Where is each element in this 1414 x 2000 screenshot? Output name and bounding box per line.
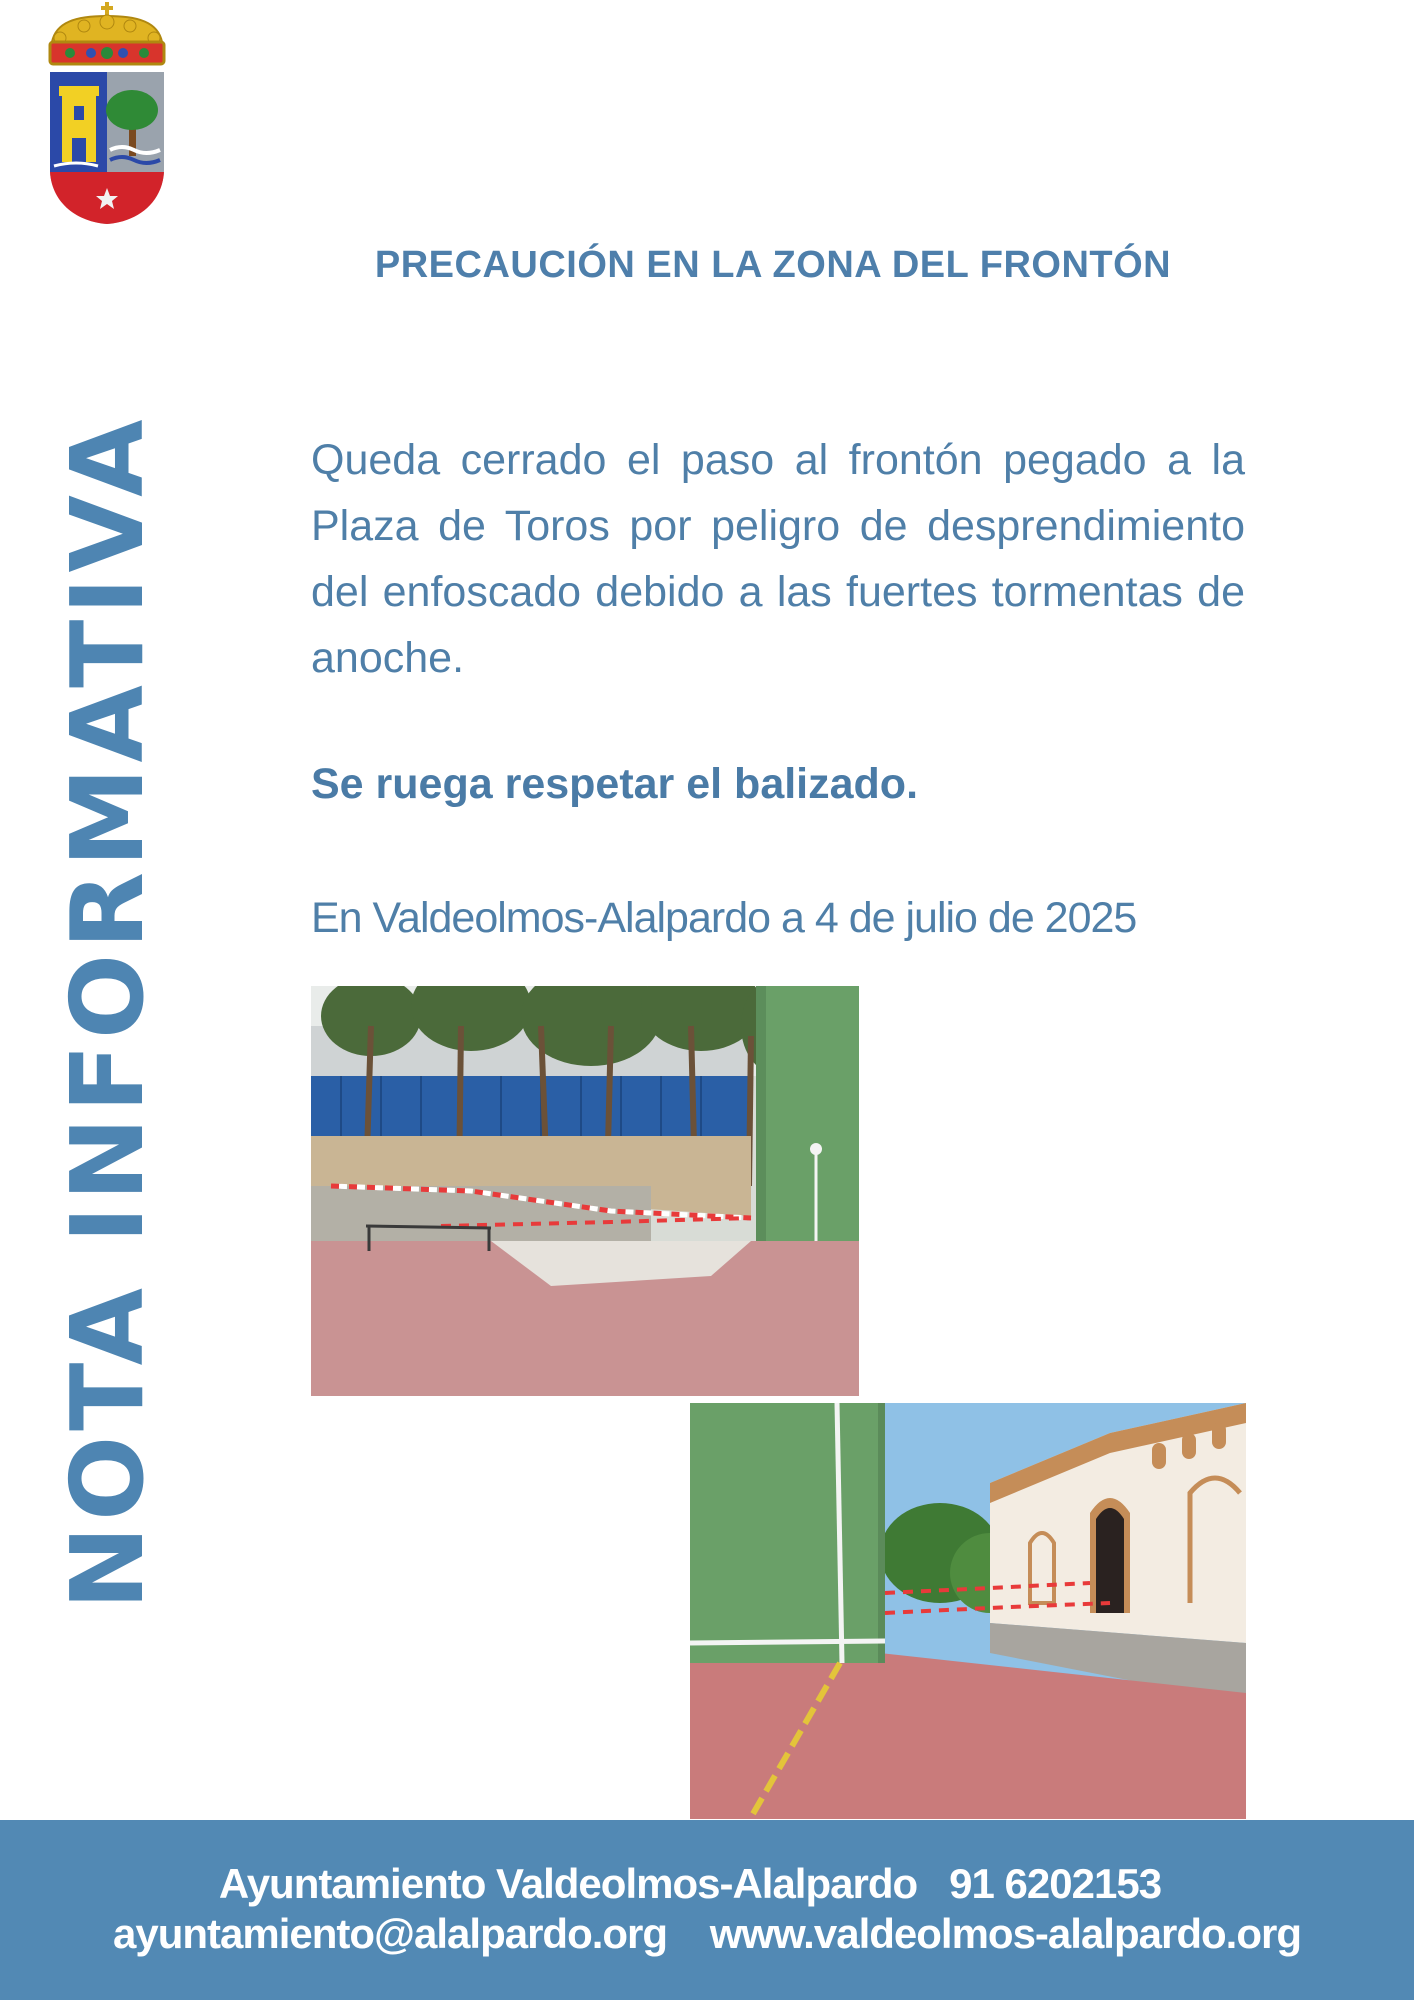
footer-town-phone: Ayuntamiento Valdeolmos-Alalpardo 91 6202153 [218, 1860, 1162, 1907]
photo-bullring-wall [690, 1403, 1246, 1819]
page-title: PRECAUCIÓN EN LA ZONA DEL FRONTÓN [374, 244, 1172, 286]
footer-email-web: ayuntamiento@alalpardo.org www.valdeolmos-alalpardo.org [113, 1910, 1301, 1957]
side-title: NOTA INFORMATIVA [49, 414, 166, 1610]
municipal-crest-icon [46, 0, 168, 228]
notice-request: Se ruega respetar el balizado. [311, 760, 919, 808]
notice-date: En Valdeolmos-Alalpardo a 4 de julio de 2025 [311, 894, 1137, 942]
photo-taped-area [311, 986, 859, 1396]
notice-body: Queda cerrado el paso al frontón pegado a la Plaza de Toros por peligro de desprendimiento del enfoscado debido a las fuertes tormentas de anoche. [311, 436, 1245, 682]
footer-contact [0, 1820, 1414, 2000]
